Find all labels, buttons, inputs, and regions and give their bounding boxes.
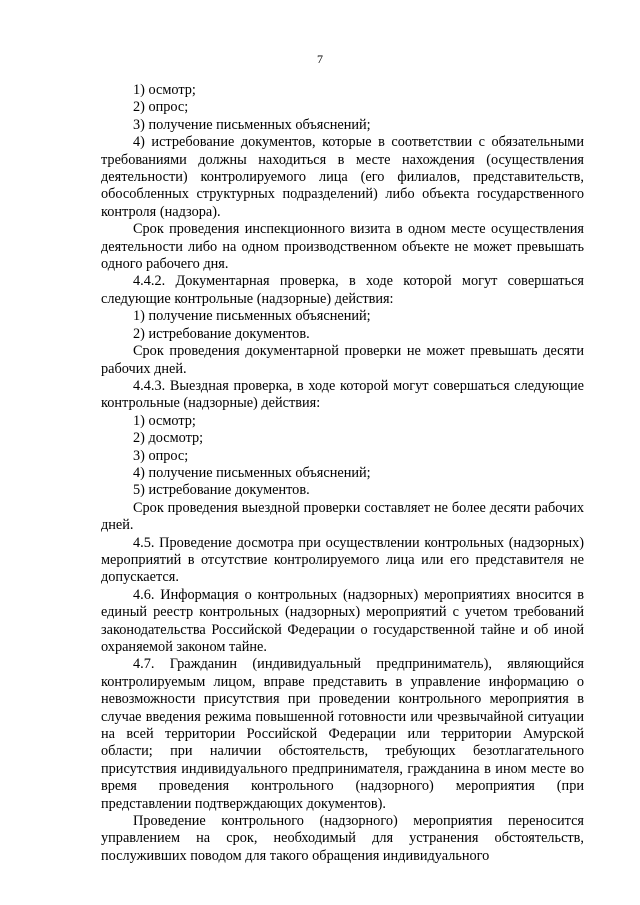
paragraph-doc-term: Срок проведения документарной проверки не может превышать десяти рабочих дней. <box>101 343 584 377</box>
document-body <box>101 82 584 865</box>
list-item-field-examination: 1) осмотр; <box>133 412 196 429</box>
paragraph-field-term: Срок проведения выездной проверки составляет не более десяти рабочих дней. <box>101 499 584 534</box>
page-number: 7 <box>317 52 323 66</box>
paragraph-4-4-2: 4.4.2. Документарная проверка, в ходе которой могут совершаться следующие контрольные (надзорные) действия: <box>101 273 584 307</box>
list-item-inspection-explanations: 3) получение письменных объяснений; <box>133 116 371 133</box>
list-item-inspection-examination: 1) осмотр; <box>133 82 196 98</box>
list-item-field-survey: 3) опрос; <box>133 447 189 464</box>
list-item-doc-explanations: 1) получение письменных объяснений; <box>133 308 371 325</box>
list-item-inspection-documents: 4) истребование документов, которые в соответствии с обязательными требованиями должны находиться в месте нахождения (осуществления деятельности) контролируемого лица (его филиалов, представительств, обособленных структурных подразделений) либо объекта государственного контроля (надзора). <box>101 134 584 220</box>
paragraph-4-5: 4.5. Проведение досмотра при осуществлении контрольных (надзорных) мероприятий в отсутствие контролируемого лица или его представителя не допускается. <box>101 534 584 586</box>
paragraph-postponement: Проведение контрольного (надзорного) мероприятия переносится управлением на срок, необходимый для устранения обстоятельств, послуживших поводом для такого обращения индивидуального <box>101 813 584 864</box>
list-item-inspection-survey: 2) опрос; <box>133 99 189 116</box>
list-item-field-explanations: 4) получение письменных объяснений; <box>133 464 371 481</box>
list-item-field-documents: 5) истребование документов. <box>133 482 310 499</box>
paragraph-4-6: 4.6. Информация о контрольных (надзорных) мероприятиях вносится в единый реестр контрольных (надзорных) мероприятий с учетом требований законодательства Российской Федерации о государственной тайне и об иной охраняемой законом тайне. <box>101 586 584 655</box>
paragraph-inspection-term: Срок проведения инспекционного визита в одном месте осуществления деятельности либо на одном производственном объекте не может превышать одного рабочего дня. <box>101 221 584 273</box>
list-item-field-search: 2) досмотр; <box>133 430 204 447</box>
paragraph-4-4-3: 4.4.3. Выездная проверка, в ходе которой могут совершаться следующие контрольные (надзорные) действия: <box>101 377 584 412</box>
paragraph-4-7: 4.7. Гражданин (индивидуальный предприниматель), являющийся контролируемым лицом, вправе представить в управление информацию о невозможности присутствия при проведении контрольного мероприятия в случае введения режима повышенной готовности или чрезвычайной ситуации на всей территории Российской Федерации или территории Амурской области; при наличии обстоятельств, требующих безотлагательного присутствия индивидуального предпринимателя, гражданина в ином месте во время проведения контрольного (надзорного) мероприятия (при представлении подтверждающих документов). <box>101 656 584 812</box>
list-item-doc-documents: 2) истребование документов. <box>133 325 310 342</box>
